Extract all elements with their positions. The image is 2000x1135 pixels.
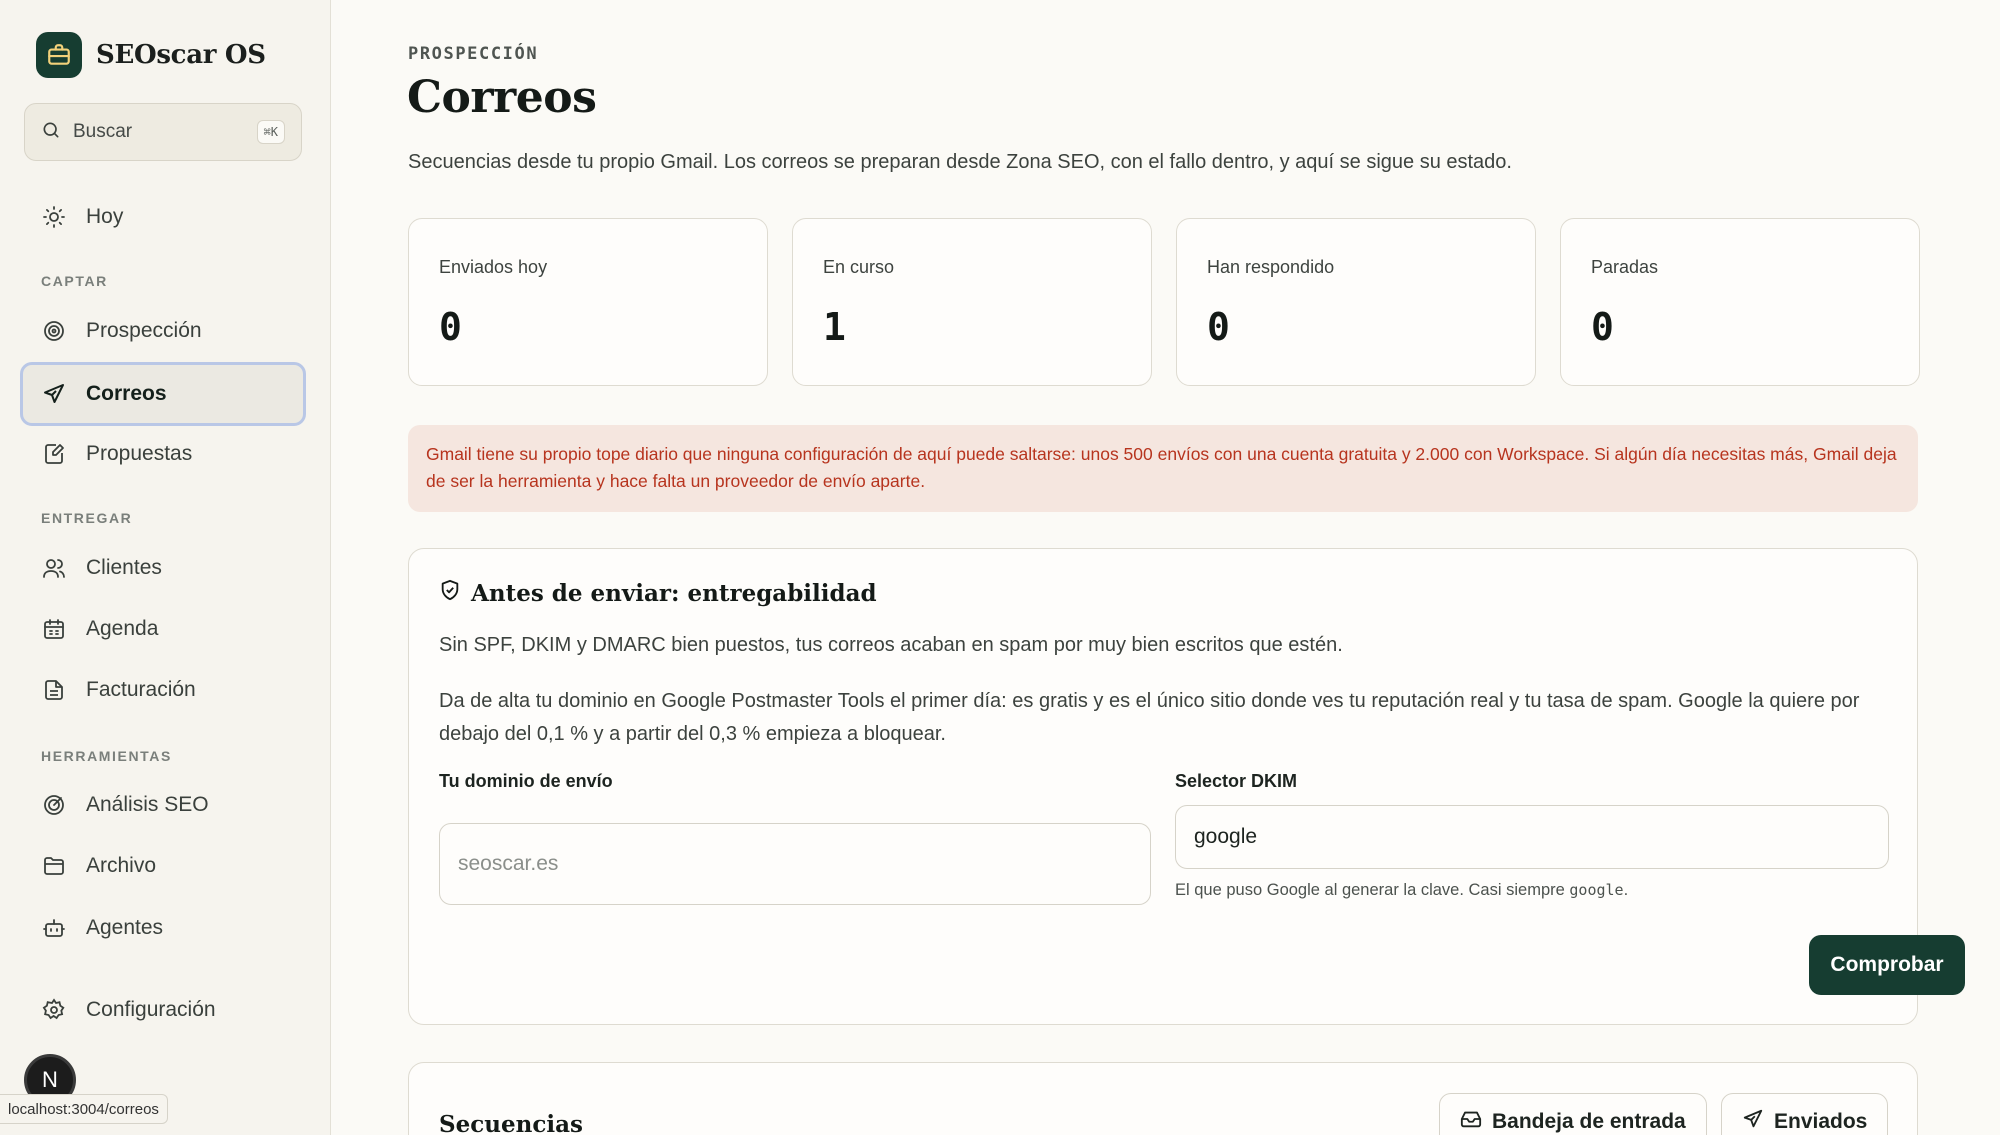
- stat-value: 0: [439, 305, 462, 349]
- deliverability-text-1: Sin SPF, DKIM y DMARC bien puestos, tus correos acaban en spam por muy bien escritos que estén.: [439, 634, 1343, 656]
- stat-card-enviados-hoy: [408, 218, 768, 386]
- stat-label: Enviados hoy: [439, 257, 548, 277]
- sidebar-item-label: Archivo: [86, 854, 157, 877]
- sidebar-item-prospeccion[interactable]: [20, 303, 306, 359]
- dkim-field-label: Selector DKIM: [1175, 771, 1298, 791]
- sent-button-label: Enviados: [1774, 1110, 1868, 1133]
- bot-icon: [40, 914, 68, 942]
- stat-label: Paradas: [1591, 257, 1659, 277]
- sidebar-item-label: Clientes: [86, 556, 162, 579]
- sequences-panel: [408, 1062, 1918, 1135]
- sidebar-item-label: Hoy: [86, 205, 124, 228]
- sequences-title: Secuencias: [439, 1111, 583, 1135]
- section-label-captar: CAPTAR: [41, 273, 108, 289]
- sent-button[interactable]: [1721, 1093, 1888, 1135]
- section-label-herramientas: HERRAMIENTAS: [41, 748, 172, 764]
- sidebar-item-label: Correos: [86, 382, 167, 405]
- sidebar-item-analisis-seo[interactable]: [20, 777, 306, 833]
- sidebar-item-label: Configuración: [86, 998, 216, 1021]
- page-subtitle: Secuencias desde tu propio Gmail. Los correos se preparan desde Zona SEO, con el fallo dentro, y aquí se sigue su estado.: [408, 151, 1512, 173]
- sun-icon: [40, 203, 68, 231]
- sidebar-item-label: Agentes: [86, 916, 164, 939]
- sidebar-item-agentes[interactable]: [20, 900, 306, 956]
- sidebar-item-clientes[interactable]: [20, 540, 306, 596]
- domain-field[interactable]: [439, 823, 1151, 905]
- sidebar-item-configuracion[interactable]: [20, 982, 306, 1038]
- search-label: Buscar: [73, 121, 133, 142]
- briefcase-icon: [36, 32, 82, 78]
- sidebar-item-label: Análisis SEO: [86, 793, 209, 816]
- breadcrumb: PROSPECCIÓN: [408, 44, 539, 64]
- search-button[interactable]: [24, 103, 302, 161]
- main-content: [332, 0, 2000, 1135]
- stat-value: 1: [823, 305, 846, 349]
- users-icon: [40, 554, 68, 582]
- inbox-button-label: Bandeja de entrada: [1492, 1110, 1686, 1133]
- avatar[interactable]: N: [24, 1054, 76, 1106]
- domain-field-label: Tu dominio de envío: [439, 771, 613, 791]
- app-name: SEOscar OS: [96, 40, 266, 70]
- document-edit-icon: [40, 440, 68, 468]
- check-button[interactable]: Comprobar: [1809, 935, 1965, 995]
- search-shortcut: ⌘K: [257, 120, 285, 144]
- sidebar-item-label: Facturación: [86, 678, 196, 701]
- dkim-selector-field[interactable]: [1175, 805, 1889, 869]
- deliverability-panel: [408, 548, 1944, 1025]
- brand[interactable]: [36, 32, 266, 78]
- sidebar-item-label: Agenda: [86, 617, 159, 640]
- stat-card-han-respondido: [1176, 218, 1536, 386]
- deliverability-title-text: Antes de enviar: entregabilidad: [471, 579, 877, 607]
- stat-value: 0: [1591, 305, 1614, 349]
- sidebar-item-label: Prospección: [86, 319, 202, 342]
- search-icon: [41, 120, 61, 145]
- inbox-icon: [1460, 1108, 1482, 1135]
- send-icon: [40, 380, 68, 408]
- deliverability-title: [439, 579, 877, 607]
- shield-check-icon: [439, 579, 461, 607]
- section-label-entregar: ENTREGAR: [41, 510, 133, 526]
- gmail-limit-alert: Gmail tiene su propio tope diario que ninguna configuración de aquí puede saltarse: unos 500 envíos con una cuenta gratuita y 2.000 con Workspace. Si algún día necesitas más, Gmail deja de ser la herramienta y hace falta un proveedor de envío aparte.: [408, 425, 1918, 512]
- invoice-icon: [40, 676, 68, 704]
- gear-icon: [40, 996, 68, 1024]
- target-icon: [40, 317, 68, 345]
- inbox-button[interactable]: [1439, 1093, 1707, 1135]
- radar-icon: [40, 791, 68, 819]
- stat-value: 0: [1207, 305, 1230, 349]
- deliverability-text-2: Da de alta tu dominio en Google Postmaster Tools el primer día: es gratis y es el único sitio donde ves tu reputación real y tu tasa de spam. Google la quiere por debajo del 0,1 % y a partir del 0,3 % empieza a bloquear.: [439, 690, 1860, 745]
- sidebar-item-agenda[interactable]: [20, 601, 306, 657]
- sidebar-item-propuestas[interactable]: [20, 426, 306, 482]
- page-title: Correos: [407, 72, 597, 123]
- sidebar-item-correos[interactable]: [20, 362, 306, 426]
- sidebar: [0, 0, 331, 1135]
- stat-label: En curso: [823, 257, 895, 277]
- calendar-icon: [40, 615, 68, 643]
- sidebar-item-hoy[interactable]: [20, 189, 306, 245]
- sidebar-item-facturacion[interactable]: [20, 662, 306, 718]
- stat-card-en-curso: [792, 218, 1152, 386]
- stat-label: Han respondido: [1207, 257, 1335, 277]
- dkim-hint: El que puso Google al generar la clave. Casi siempre google.: [1175, 881, 1629, 899]
- stat-card-paradas: [1560, 218, 1920, 386]
- status-bar-url: localhost:3004/correos: [0, 1094, 168, 1124]
- sidebar-item-label: Propuestas: [86, 442, 193, 465]
- sidebar-item-archivo[interactable]: [20, 838, 306, 894]
- send-icon: [1742, 1108, 1764, 1135]
- folder-icon: [40, 852, 68, 880]
